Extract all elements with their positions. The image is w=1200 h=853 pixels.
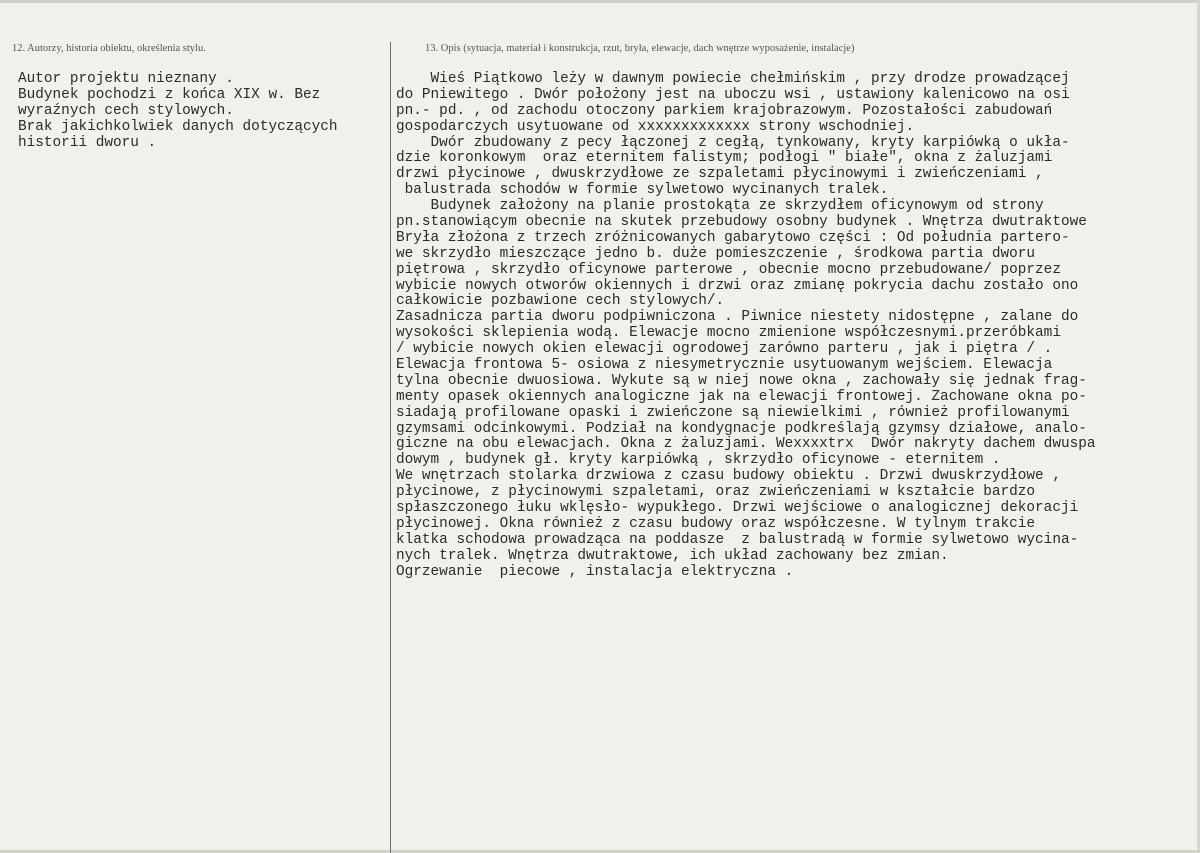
typed-line: pn.stanowiącym obecnie na skutek przebudowy osobny budynek . Wnętrza dwutraktowe (396, 214, 1087, 231)
typed-line: wysokości sklepienia wodą. Elewacje mocno zmienione współczesnymi.przeróbkami (396, 325, 1061, 342)
typed-line: balustrada schodów w formie sylwetowo wycinanych tralek. (396, 182, 889, 199)
typed-line: gzymsami odcinkowymi. Podział na kondygnacje podkreślają gzymsy działowe, analo- (396, 420, 1087, 437)
typed-line: wybicie nowych otworów okiennych i drzwi oraz zmianę pokrycia dachu zostało ono (396, 277, 1079, 294)
typed-line: piętrowa , skrzydło oficynowe parterowe , obecnie mocno przebudowane/ poprzez (396, 261, 1061, 278)
typed-line: do Pniewitego . Dwór położony jest na uboczu wsi , ustawiony kalenicowo na osi (396, 86, 1070, 103)
typed-line: płycinowe, z płycinowymi szpaletami, oraz zwieńczeniami w kształcie bardzo (396, 484, 1036, 501)
typed-line: tylna obecnie dwuosiowa. Wykute są w niej nowe okna , zachowały się jednak frag- (396, 372, 1087, 389)
typed-line: wyraźnych cech stylowych. (18, 102, 234, 119)
typed-line: we skrzydło mieszczące jedno b. duże pomieszczenie , środkowa partia dworu (396, 245, 1036, 262)
typed-line: spłaszczonego łuku wklęsło- wypukłego. Drzwi wejściowe o analogicznej dekoracji (396, 500, 1079, 517)
typed-line: całkowicie pozbawione cech stylowych/. (396, 293, 725, 310)
typed-line: nych tralek. Wnętrza dwutraktowe, ich układ zachowany bez zmian. (396, 547, 949, 564)
typed-line: Autor projektu nieznany . (18, 71, 234, 87)
typed-line: Budynek pochodzi z końca XIX w. Bez (18, 86, 321, 103)
section-12-text (18, 72, 338, 151)
typed-line: gospodarczych usytuowane od xxxxxxxxxxxxx strony wschodniej. (396, 118, 915, 135)
typed-line: pn.- pd. , od zachodu otoczony parkiem krajobrazowym. Pozostałości zabudowań (396, 102, 1053, 119)
typed-line: dowym , budynek gł. kryty karpiówką , skrzydło oficynowe - eternitem . (396, 452, 1001, 469)
typed-line: klatka schodowa prowadząca na poddasze z balustradą w formie sylwetowo wycina- (396, 531, 1079, 548)
typed-line: / wybicie nowych okien elewacji ogrodowej zarówno parteru , jak i piętra / . (396, 341, 1053, 358)
typed-line: Budynek założony na planie prostokąta ze skrzydłem oficynowym od strony (396, 198, 1044, 215)
typed-line: Ogrzewanie piecowe , instalacja elektryczna . (396, 563, 794, 580)
typed-line: drzwi płycinowe , dwuskrzydłowe ze szpaletami płycinowymi i zwieńczeniami , (396, 166, 1044, 183)
card-top-edge (0, 0, 1200, 3)
section-13-label: 13. Opis (sytuacja, materiał i konstrukcja, rzut, bryła, elewacje, dach wnętrze wyposażenie, instalacje) (425, 43, 855, 54)
section-13-text (396, 72, 1096, 581)
typed-line: Wieś Piątkowo leży w dawnym powiecie chełmińskim , przy drodze prowadzącej (396, 71, 1070, 87)
typed-line: Dwór zbudowany z pecy łączonej z cegłą, tynkowany, kryty karpiówką o ukła- (396, 134, 1070, 151)
typed-line: płycinowej. Okna również z czasu budowy oraz współczesne. W tylnym trakcie (396, 515, 1036, 532)
typed-line: siadają profilowane opaski i zwieńczone są niewielkimi , również profilowanymi (396, 404, 1070, 421)
typed-line: We wnętrzach stolarka drzwiowa z czasu budowy obiektu . Drzwi dwuskrzydłowe , (396, 468, 1061, 485)
typed-line: Elewacja frontowa 5- osiowa z niesymetrycznie usytuowanym wejściem. Elewacja (396, 357, 1053, 374)
typed-line: Bryła złożona z trzech zróżnicowanych gabarytowo części : Od południa partero- (396, 229, 1070, 246)
typed-line: historii dworu . (18, 134, 157, 151)
typed-line: dzie koronkowym oraz eternitem falistym; podłogi " białe", okna z żaluzjami (396, 150, 1053, 167)
typed-line: menty opasek okiennych analogiczne jak na elewacji frontowej. Zachowane okna po- (396, 388, 1087, 405)
typed-line: Brak jakichkolwiek danych dotyczących (18, 118, 338, 135)
typed-line: Zasadnicza partia dworu podpiwniczona . Piwnice niestety nidostępne , zalane do (396, 309, 1079, 326)
column-divider (390, 42, 391, 853)
section-12-label: 12. Autorzy, historia obiektu, określenia stylu. (12, 43, 206, 54)
typed-line: giczne na obu elewacjach. Okna z żaluzjami. Wexxxxtrx Dwór nakryty dachem dwuspa (396, 436, 1096, 453)
